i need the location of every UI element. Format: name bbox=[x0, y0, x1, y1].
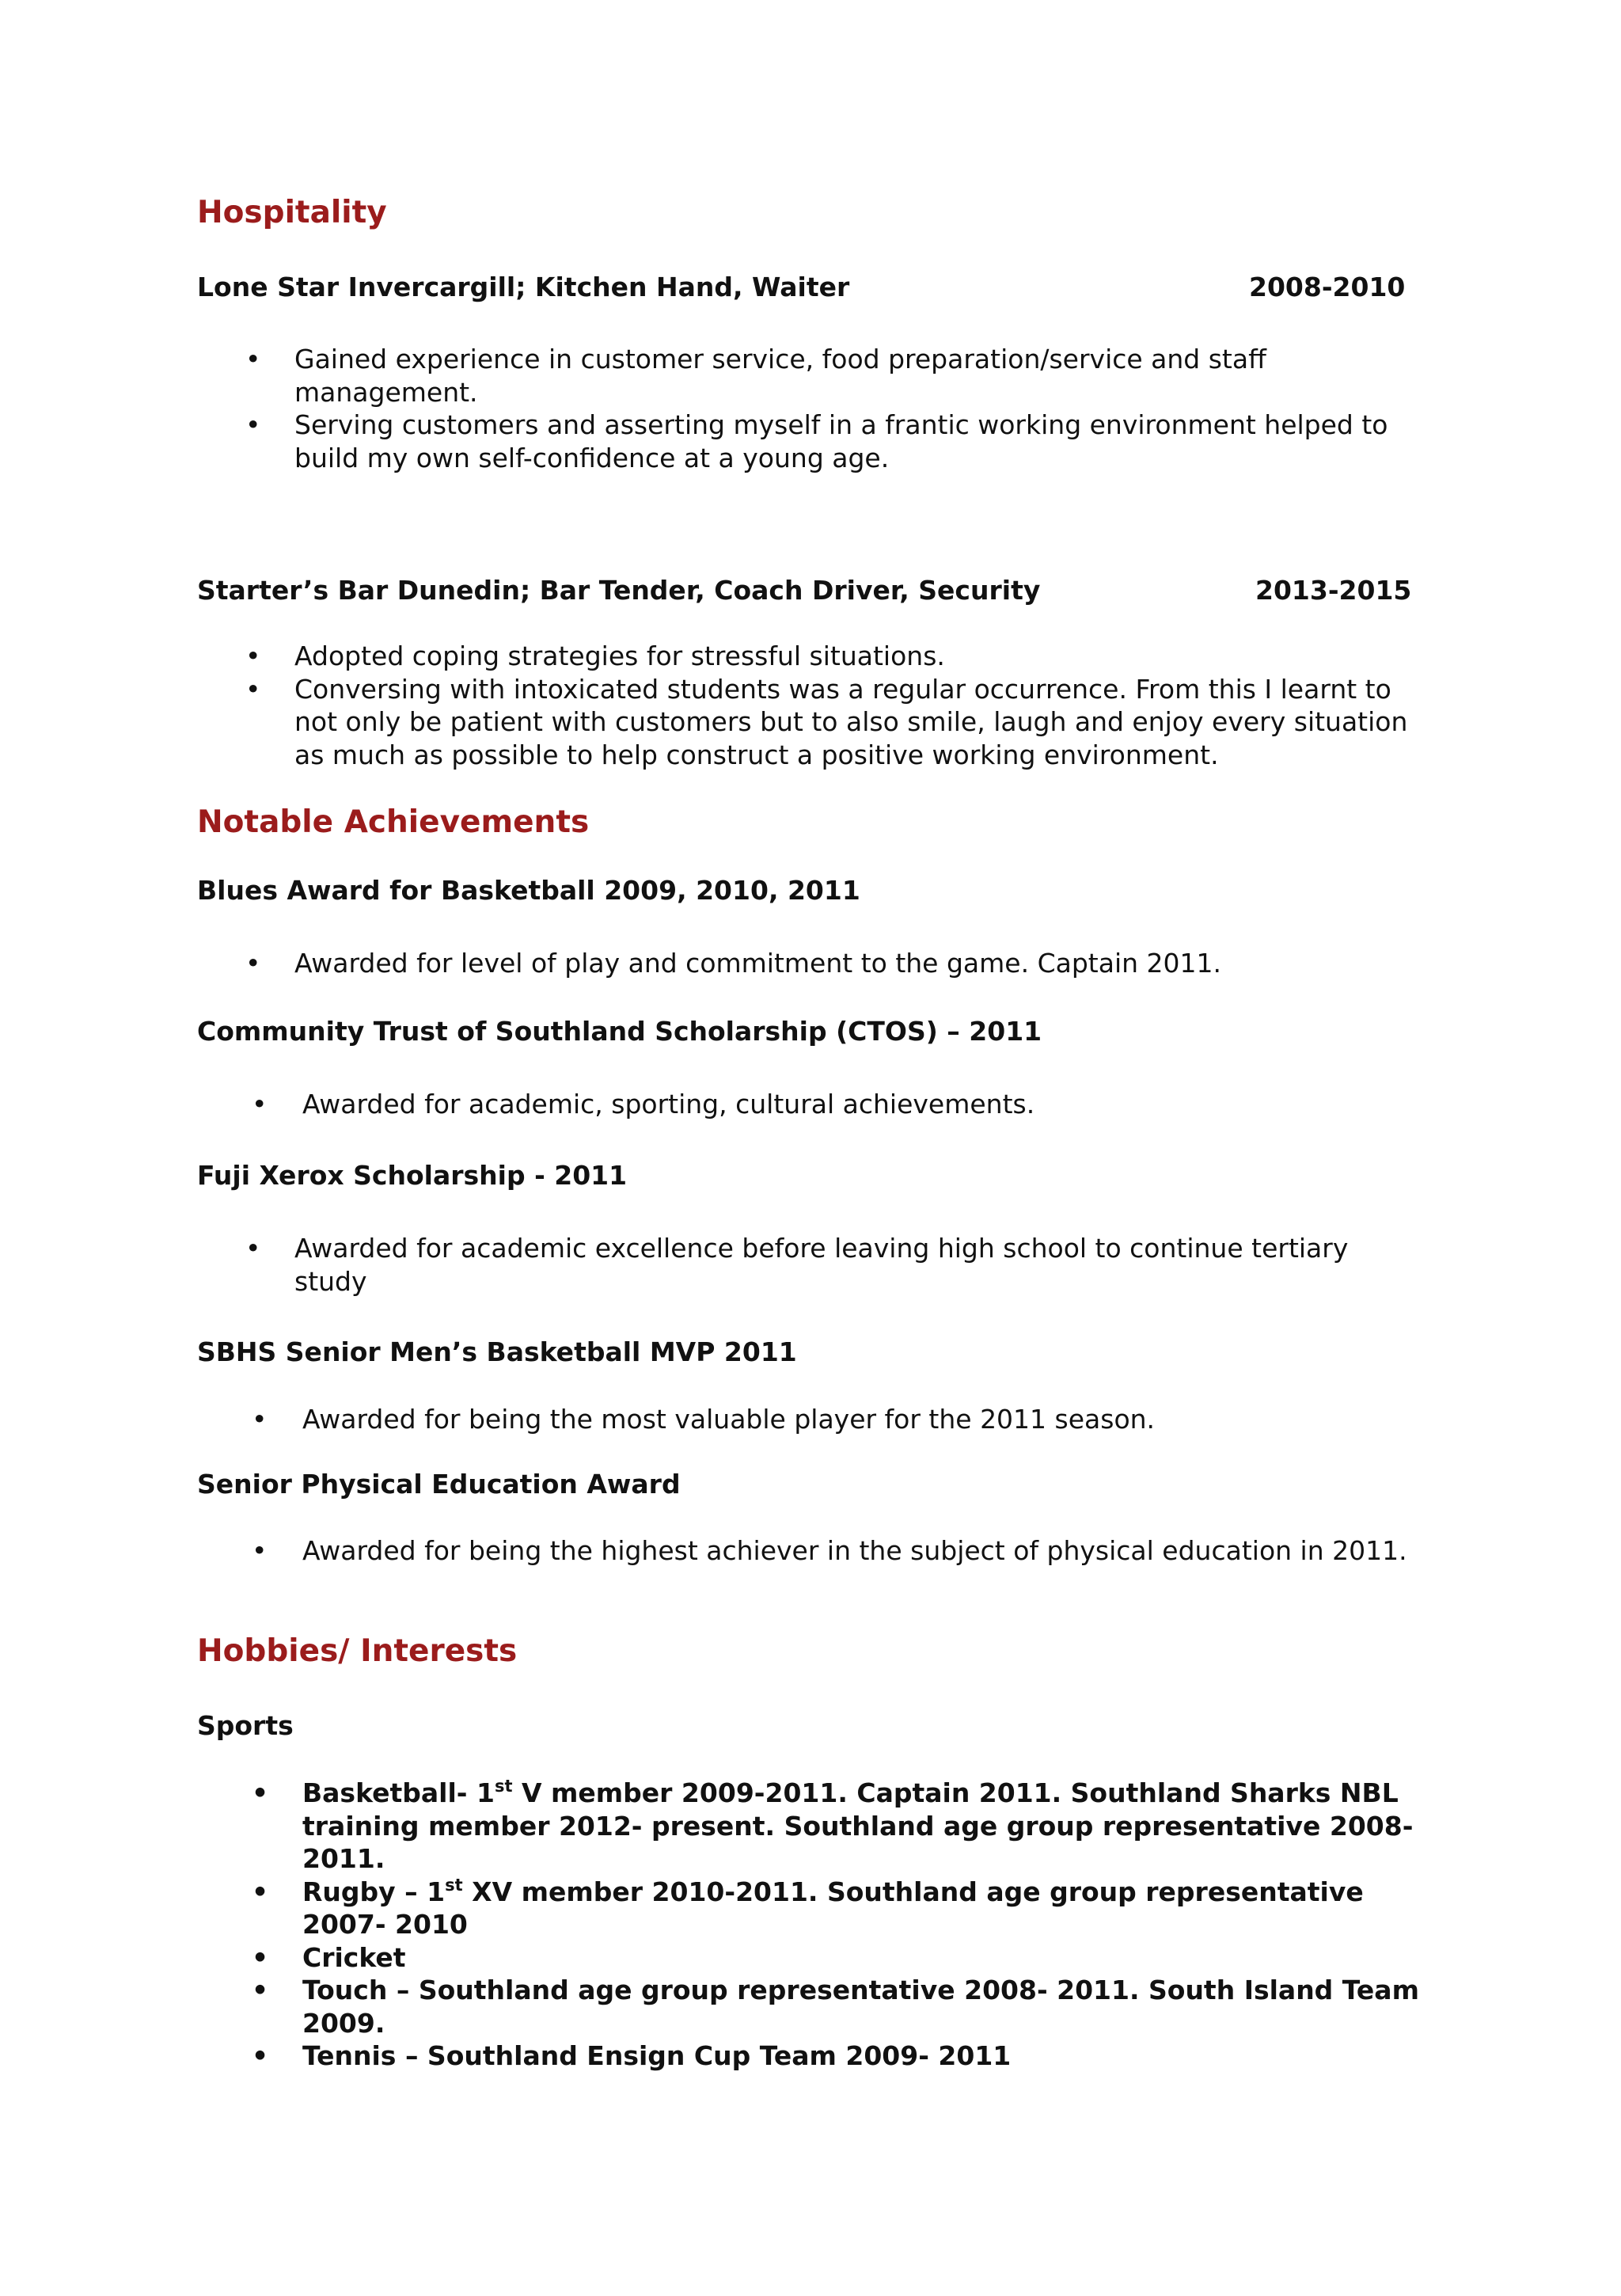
bullet-list-lone-star bbox=[245, 343, 1409, 474]
bullet-glyph: • bbox=[252, 1089, 268, 1119]
list-item bbox=[252, 1534, 1415, 1568]
list-item bbox=[245, 1232, 1409, 1298]
bullet-glyph: • bbox=[245, 948, 261, 979]
list-item bbox=[252, 1876, 1419, 1941]
bullet-list-blues-award bbox=[245, 947, 1409, 980]
bullet-glyph: • bbox=[245, 641, 261, 671]
list-item bbox=[252, 1974, 1419, 2039]
bullet-glyph: • bbox=[245, 409, 261, 440]
bullet-text: Awarded for academic excellence before leaving high school to continue tertiary study bbox=[294, 1233, 1349, 1297]
job-dates-starters-bar: 2013-2015 bbox=[1255, 575, 1412, 606]
list-item bbox=[252, 2039, 1419, 2073]
bullet-text: Conversing with intoxicated students was a regular occurrence. From this I learnt to not only be patient with customers but to also smile, laugh and enjoy every situation as much as possible to help construct a positive working environment. bbox=[294, 673, 1408, 770]
bullet-text: Awarded for level of play and commitment to the game. Captain 2011. bbox=[294, 948, 1221, 979]
achievement-title-sbhs-mvp: SBHS Senior Men’s Basketball MVP 2011 bbox=[197, 1336, 797, 1367]
bullet-text: Awarded for academic, sporting, cultural achievements. bbox=[302, 1089, 1035, 1119]
job-dates-lone-star: 2008-2010 bbox=[1249, 272, 1406, 302]
bullet-glyph: • bbox=[252, 1777, 269, 1808]
bullet-text: Adopted coping strategies for stressful situations. bbox=[294, 641, 945, 671]
bullet-glyph: • bbox=[245, 1233, 261, 1264]
achievement-title-fuji-xerox: Fuji Xerox Scholarship - 2011 bbox=[197, 1160, 628, 1191]
section-heading-achievements: Notable Achievements bbox=[197, 804, 590, 840]
bullet-text: Awarded for being the most valuable player for the 2011 season. bbox=[302, 1404, 1156, 1435]
list-item bbox=[252, 1088, 1407, 1121]
list-item bbox=[245, 640, 1417, 673]
list-item bbox=[245, 673, 1417, 772]
bullet-list-sbhs-mvp bbox=[252, 1403, 1407, 1436]
list-item bbox=[252, 1941, 1419, 1975]
bullet-list-starters-bar bbox=[245, 640, 1417, 771]
bullet-text: Serving customers and asserting myself in a frantic working environment helped to build my own self-confidence at a young age. bbox=[294, 409, 1388, 473]
list-item bbox=[245, 409, 1409, 474]
sport-basketball-text: Basketball- 1st V member 2009-2011. Captain 2011. Southland Sharks NBL training member 2012- present. Southland age group representative 2008- 2011. bbox=[302, 1777, 1414, 1874]
bullet-glyph: • bbox=[252, 1404, 268, 1435]
list-item bbox=[245, 947, 1409, 980]
bullet-glyph: • bbox=[252, 2040, 269, 2071]
bullet-glyph: • bbox=[252, 1941, 269, 1973]
section-heading-hospitality: Hospitality bbox=[197, 195, 387, 230]
bullet-glyph: • bbox=[252, 1535, 268, 1566]
bullet-glyph: • bbox=[245, 344, 261, 374]
section-heading-hobbies: Hobbies/ Interests bbox=[197, 1633, 518, 1669]
achievement-title-ctos: Community Trust of Southland Scholarship (CTOS) – 2011 bbox=[197, 1016, 1042, 1047]
bullet-text: Gained experience in customer service, food preparation/service and staff management. bbox=[294, 344, 1266, 408]
achievement-title-pe-award: Senior Physical Education Award bbox=[197, 1469, 681, 1500]
list-item bbox=[252, 1777, 1419, 1876]
job-title-lone-star: Lone Star Invercargill; Kitchen Hand, Waiter bbox=[197, 272, 850, 302]
bullet-list-ctos bbox=[252, 1088, 1407, 1121]
hobby-subheading-sports: Sports bbox=[197, 1710, 294, 1741]
sport-cricket-text: Cricket bbox=[302, 1941, 406, 1973]
bullet-glyph: • bbox=[252, 1975, 269, 2005]
list-item bbox=[245, 343, 1409, 409]
bullet-list-pe-award bbox=[252, 1534, 1415, 1568]
sport-rugby-text: Rugby – 1st XV member 2010-2011. Southland age group representative 2007- 2010 bbox=[302, 1875, 1364, 1940]
sport-touch-text: Touch – Southland age group representative 2008- 2011. South Island Team 2009. bbox=[302, 1975, 1419, 2039]
bullet-glyph: • bbox=[252, 1876, 269, 1907]
job-title-starters-bar: Starter’s Bar Dunedin; Bar Tender, Coach Driver, Security bbox=[197, 575, 1041, 606]
bullet-glyph: • bbox=[245, 673, 261, 705]
list-item bbox=[252, 1403, 1407, 1436]
achievement-title-blues-award: Blues Award for Basketball 2009, 2010, 2011 bbox=[197, 875, 860, 906]
bullet-list-sports bbox=[252, 1777, 1419, 2073]
sport-tennis-text: Tennis – Southland Ensign Cup Team 2009- 2011 bbox=[302, 2040, 1012, 2071]
bullet-text: Awarded for being the highest achiever in the subject of physical education in 2011. bbox=[302, 1535, 1407, 1566]
bullet-list-fuji-xerox bbox=[245, 1232, 1409, 1298]
